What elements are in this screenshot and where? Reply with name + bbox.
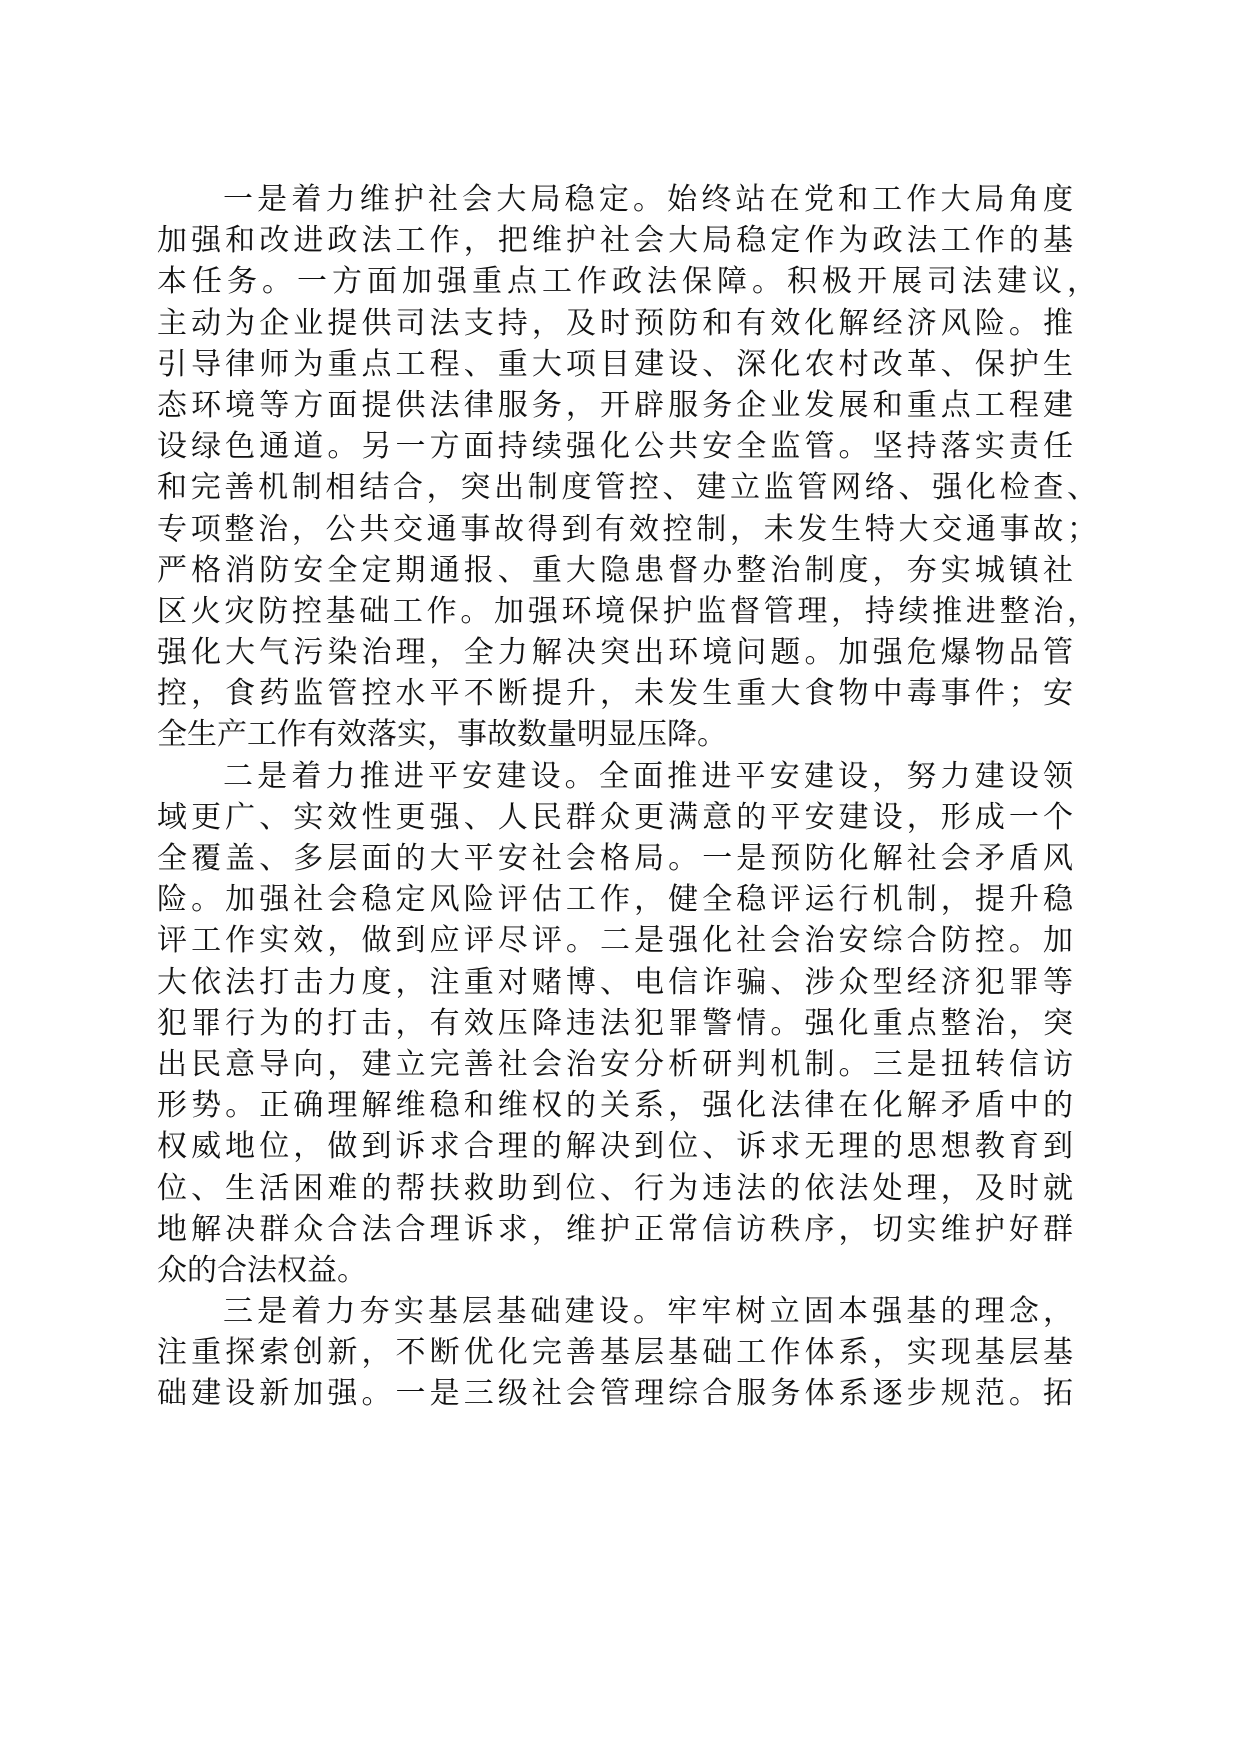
text-line: 引导律师为重点工程、重大项目建设、深化农村改革、保护生 bbox=[157, 346, 1073, 382]
text-line: 加强和改进政法工作，把维护社会大局稳定作为政法工作的基 bbox=[157, 223, 1073, 259]
document-body bbox=[157, 179, 1097, 1415]
paragraph bbox=[157, 1291, 1073, 1415]
paragraph bbox=[157, 179, 1097, 756]
text-line: 出民意导向，建立完善社会治安分析研判机制。三是扭转信访 bbox=[157, 1046, 1073, 1082]
text-line: 强化大气污染治理，全力解决突出环境问题。加强危爆物品管 bbox=[157, 635, 1073, 671]
text-line: 域更广、实效性更强、人民群众更满意的平安建设，形成一个 bbox=[157, 799, 1073, 835]
paragraph bbox=[157, 756, 1073, 1291]
text-line: 础建设新加强。一是三级社会管理综合服务体系逐步规范。拓 bbox=[157, 1376, 1073, 1412]
text-line: 区火灾防控基础工作。加强环境保护监督管理，持续推进整治， bbox=[157, 593, 1097, 629]
text-line: 险。加强社会稳定风险评估工作，健全稳评运行机制，提升稳 bbox=[157, 882, 1073, 918]
text-line: 众的合法权益。 bbox=[157, 1252, 367, 1288]
text-line: 本任务。一方面加强重点工作政法保障。积极开展司法建议， bbox=[157, 264, 1097, 300]
text-line: 评工作实效，做到应评尽评。二是强化社会治安综合防控。加 bbox=[157, 923, 1073, 959]
text-line: 全生产工作有效落实，事故数量明显压降。 bbox=[157, 717, 727, 753]
text-line: 控，食药监管控水平不断提升，未发生重大食物中毒事件；安 bbox=[157, 676, 1073, 712]
text-line: 主动为企业提供司法支持，及时预防和有效化解经济风险。推 bbox=[157, 305, 1073, 341]
text-line: 态环境等方面提供法律服务，开辟服务企业发展和重点工程建 bbox=[157, 387, 1073, 423]
text-line: 和完善机制相结合，突出制度管控、建立监管网络、强化检查、 bbox=[157, 470, 1097, 506]
text-line: 三是着力夯实基层基础建设。牢牢树立固本强基的理念， bbox=[223, 1294, 1073, 1330]
text-line: 大依法打击力度，注重对赌博、电信诈骗、涉众型经济犯罪等 bbox=[157, 964, 1073, 1000]
text-line: 严格消防安全定期通报、重大隐患督办整治制度，夯实城镇社 bbox=[157, 552, 1073, 588]
text-line: 全覆盖、多层面的大平安社会格局。一是预防化解社会矛盾风 bbox=[157, 841, 1073, 876]
text-line: 权威地位，做到诉求合理的解决到位、诉求无理的思想教育到 bbox=[157, 1129, 1073, 1165]
text-line: 犯罪行为的打击，有效压降违法犯罪警情。强化重点整治，突 bbox=[157, 1005, 1073, 1041]
text-line: 二是着力推进平安建设。全面推进平安建设，努力建设领 bbox=[223, 758, 1073, 794]
text-line: 一是着力维护社会大局稳定。始终站在党和工作大局角度 bbox=[223, 182, 1073, 217]
text-line: 注重探索创新，不断优化完善基层基础工作体系，实现基层基 bbox=[157, 1335, 1073, 1371]
text-line: 形势。正确理解维稳和维权的关系，强化法律在化解矛盾中的 bbox=[157, 1088, 1073, 1124]
text-line: 设绿色通道。另一方面持续强化公共安全监管。坚持落实责任 bbox=[157, 429, 1073, 465]
text-line: 位、生活困难的帮扶救助到位、行为违法的依法处理，及时就 bbox=[157, 1170, 1073, 1206]
text-line: 专项整治，公共交通事故得到有效控制，未发生特大交通事故； bbox=[157, 511, 1097, 547]
text-line: 地解决群众合法合理诉求，维护正常信访秩序，切实维护好群 bbox=[157, 1211, 1073, 1247]
